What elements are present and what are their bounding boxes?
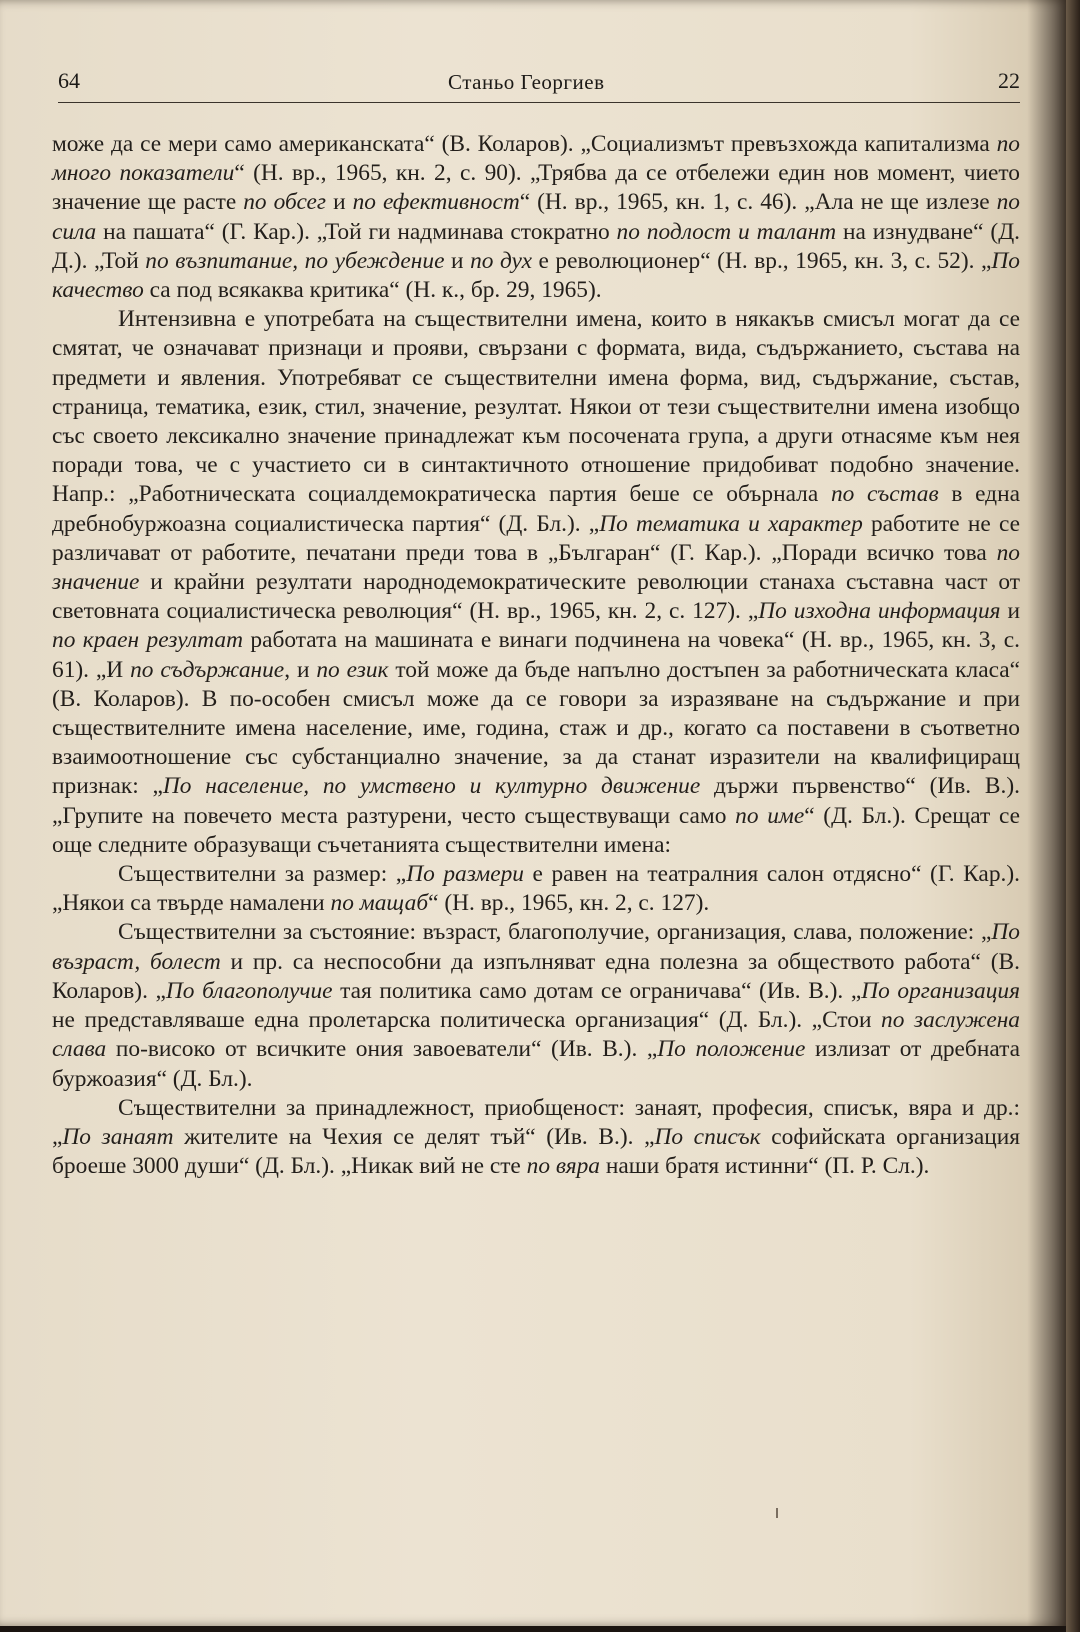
italic-run: по състав [830,481,939,508]
italic-run: По възраст, болест [52,919,1020,975]
text-run: Съществителни за състояние: възраст, благополучие, организация, слава, положение: „ [118,919,992,946]
text-run: е революционер“ (Н. вр., 1965, кн. 3, с. 52). „ [531,247,992,274]
text-run: Интензивна е употребата на съществителни имена, които в някакъв смисъл могат да се смятат, че означават признаци и прояви, свързани с формата, вида, съдържанието, състава на предмети и явления. Употребяват се съществителни имена форма, вид, съдържание, състав, страница, тематика, език, стил, значение, резултат. Някои от тези съществителни имена изобщо със своето лексикално значение принадлежат към посочената група, а други отнасяме към нея поради това, че с участието си в синтактичното отношение придобиват подобно значение. Напр.: „Работническата социалдемократическа партия беше се обърнала [52,306,1020,508]
text-run: жителите на Чехия се делят тъй“ (Ив. В.). „ [173,1123,655,1150]
text-run: и пр. са неспособни да изпълняват една полезна за обществото работа“ (В. Коларов). „ [52,948,1020,1004]
text-run: и [444,247,471,274]
italic-run: по възпитание, по убеждение [145,247,445,274]
text-run: не представляваше една пролетарска политическа организация“ (Д. Бл.). „Стои [52,1007,882,1034]
text-run: “ (Н. вр., 1965, кн. 2, с. 127). [428,890,710,917]
text-run: Съществителни за принадлежност, приобщеност: занаят, професия, списък, вяра и др.: „ [52,1094,1020,1150]
italic-run: По положение [657,1036,806,1063]
running-title: Станьо Георгиев [448,70,605,94]
paragraph [52,860,1020,918]
body-text [52,130,1020,1181]
italic-run: по подлост и талант [616,218,837,245]
italic-run: по вяра [526,1153,601,1180]
text-run: “ (Н. вр., 1965, кн. 2, с. 90). „Трябва да се отбележи един нов момент, чието значение ще расте [52,160,1020,216]
text-run: софийската организация броеше 3000 души“ (Д. Бл.). „Никак вий не сте [52,1123,1020,1180]
running-header [58,68,1020,102]
text-run: и [326,189,353,216]
book-spine [1066,0,1080,1632]
text-run: и [1000,598,1020,625]
italic-run: по значение [52,539,1020,596]
italic-run: по име [735,802,805,829]
text-run: работата на машината е винаги подчинена на човека“ (Н. вр., 1965, кн. 3, с. 61). „И [52,627,1020,683]
italic-run: По население, по умствено и културно движение [162,773,701,800]
text-run: в една дребнобуржоазна социалистическа партия“ (Д. Бл.). „ [52,481,1020,537]
text-run: работите не се различават от работите, печатани преди това в „Българан“ (Г. Кар.). „Поради всичко това [52,510,1020,566]
text-run: по-високо от всичките ония завоеватели“ (Ив. В.). „ [106,1036,658,1063]
text-run: “ (Н. вр., 1965, кн. 1, с. 46). „Ала не ще излезе [519,189,997,216]
text-run: на изнудване“ (Д. Д.). „Той [52,218,1020,274]
page-number: 64 [58,68,80,93]
text-run: тая политика само дотам се ограничава“ (Ив. В.). „ [332,977,862,1004]
italic-run: по много показатели [52,131,1020,187]
italic-run: по сила [52,189,1020,245]
text-run: може да се мери само американската“ (В. Коларов). „Социализмът превъзхожда капитализма [52,131,997,157]
text-run: на пашата“ (Г. Кар.). „Той ги надминава стократно [96,218,617,245]
paragraph [52,1094,1020,1182]
text-run: са под всякаква критика“ (Н. к., бр. 29, 1965). [143,277,602,304]
italic-run: по заслужена слава [52,1007,1021,1063]
italic-run: по обсег [243,189,327,216]
text-run: излизат от дребната буржоазия“ (Д. Бл.). [52,1036,1021,1092]
italic-run: по съдържание [130,656,285,683]
text-run: , и [284,656,317,683]
text-run: “ (Д. Бл.). Срещат се още следните образуващи съчетанията съществителни имена: [52,802,1020,858]
italic-run: По размери [406,861,524,888]
page-mark [776,1508,778,1518]
italic-run: по ефективност [352,189,520,216]
italic-run: По качество [52,247,1020,304]
text-run: и крайни резултати народнодемократическите революции станаха съставна част от световната социалистическа революция“ (Н. вр., 1965, кн. 2, с. 127). „ [52,569,1020,625]
text-run: наши братя истинни“ (П. Р. Сл.). [600,1153,930,1180]
text-run: той може да бъде напълно достъпен за работническата класа“ (В. Коларов). В по-особен смисъл може да се говори за изразяване на съдържание и при съществителните имена население, име, година, стаж и др., когато са поставени в съответно взаимоотношение със субстанциално значение, за да станат изразители на квалифициращ признак: „ [52,656,1021,800]
italic-run: По занаят [62,1123,174,1150]
header-rule [58,102,1020,103]
italic-run: По списък [654,1123,761,1150]
italic-run: по дух [470,247,532,274]
italic-run: по краен резултат [52,627,243,654]
paragraph [52,918,1020,1093]
text-run: Съществителни за размер: „ [118,861,407,888]
italic-run: По тематика и характер [599,510,863,537]
paragraph [52,305,1020,860]
italic-run: По изходна информация [758,598,1001,625]
text-run: държи първенство“ (Ив. В.). „Групите на повечето места разтурени, често съществуващи само [52,773,1020,829]
text-run: е равен на театралния салон отдясно“ (Г. Кар.). „Някои са твърде намалени [52,861,1020,917]
section-number: 22 [998,68,1020,93]
italic-run: По благополучие [165,977,333,1004]
italic-run: По организация [861,977,1020,1004]
paragraph [52,130,1020,305]
italic-run: по мащаб [330,890,429,917]
italic-run: по език [316,656,389,683]
